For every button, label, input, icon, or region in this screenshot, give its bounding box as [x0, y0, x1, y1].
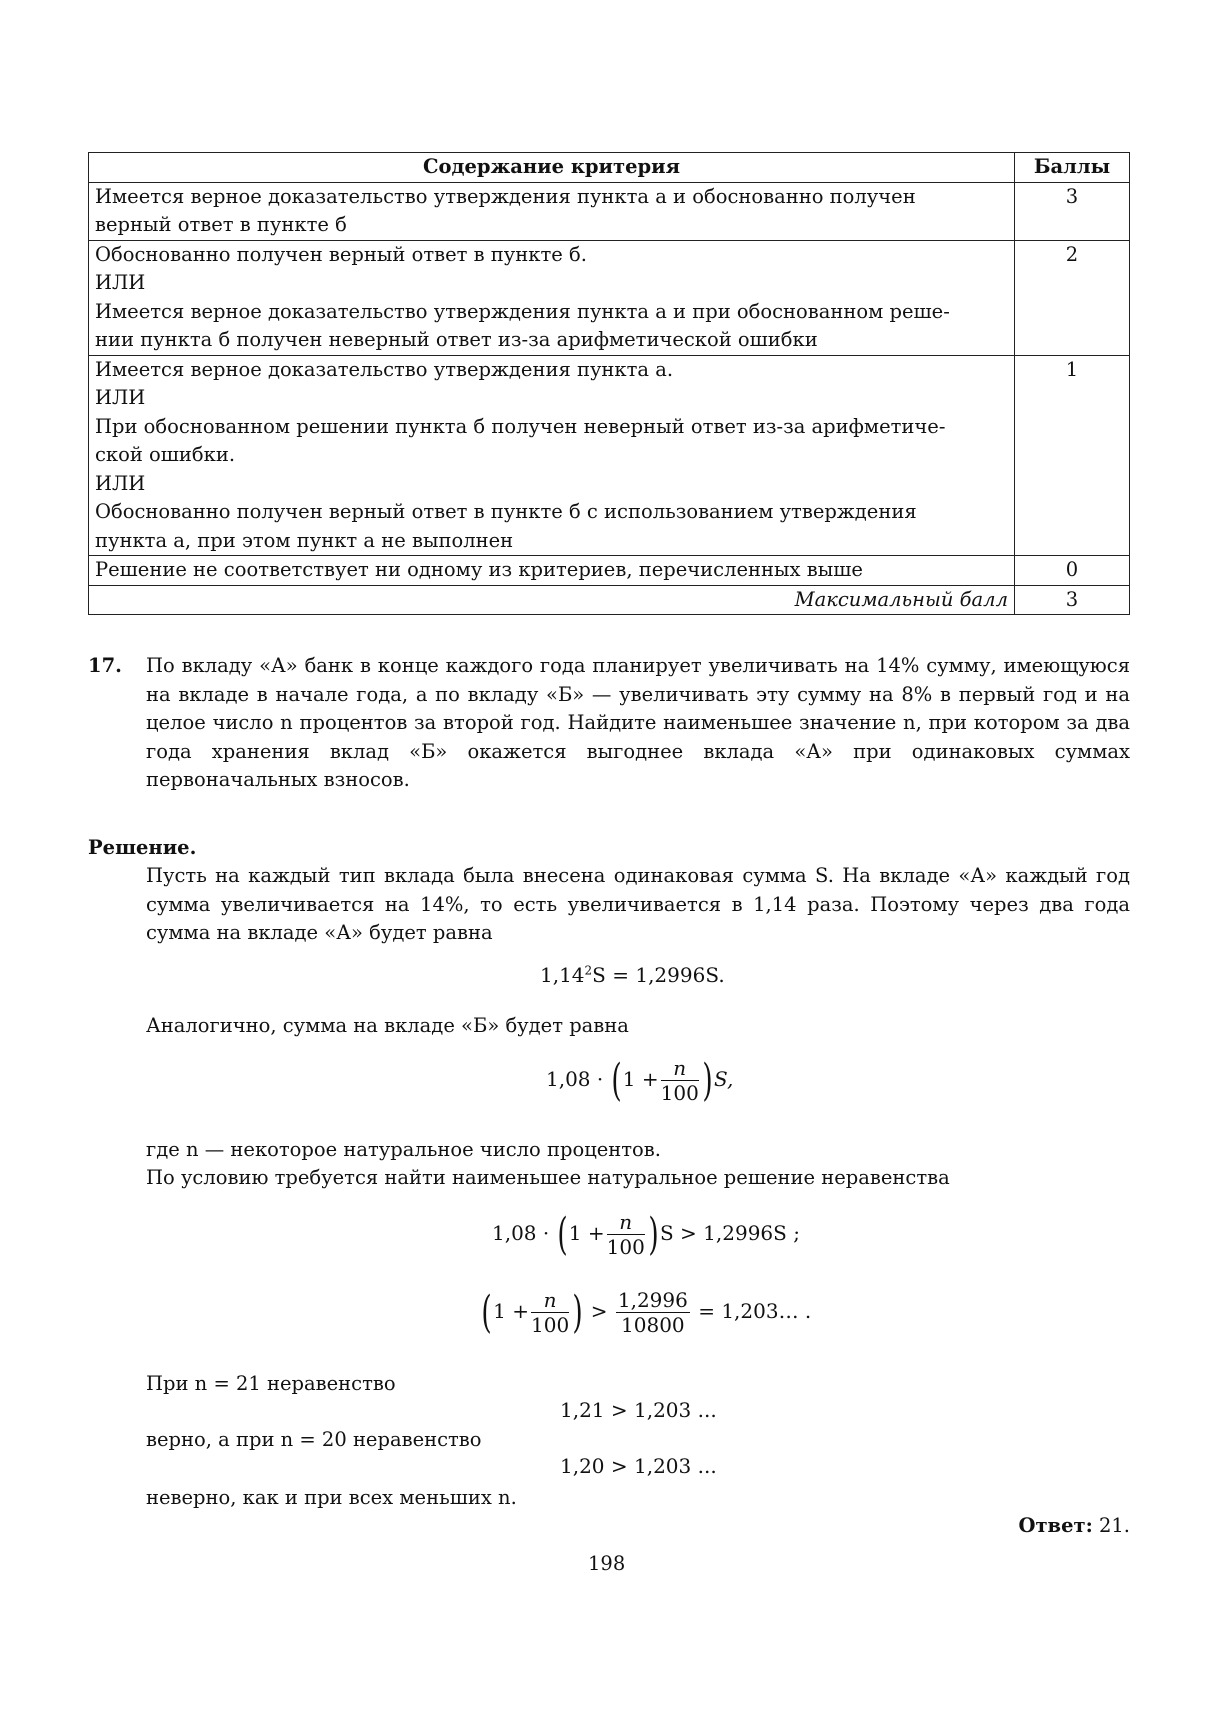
- formula-ineq-coef: 1,08 ·: [492, 1221, 550, 1245]
- left-paren: (: [611, 1054, 622, 1106]
- problem-number: 17.: [88, 654, 122, 677]
- criterion-header: Содержание критерия: [89, 153, 1015, 183]
- solution-paragraph-2: Аналогично, сумма на вкладе «Б» будет равна: [146, 1014, 629, 1037]
- criterion-line: Обоснованно получен верный ответ в пункте б с использованием утверждения: [95, 500, 917, 523]
- solution-paragraph-1: Пусть на каждый тип вклада была внесена одинаковая сумма S. На вкладе «А» каждый год сумма увеличивается на 14%, то есть увеличивается в 1,14 раза. Поэтому через два года сумма на вкладе «А» будет равна: [146, 864, 1130, 944]
- criterion-line: Обоснованно получен верный ответ в пункте б.: [95, 242, 587, 266]
- left-paren: (: [557, 1208, 568, 1260]
- formula-check-21: 1,21 > 1,203 ...: [560, 1398, 717, 1422]
- points-cell: 0: [1015, 556, 1130, 586]
- criterion-cell: [89, 182, 1015, 240]
- right-paren: ): [702, 1054, 713, 1106]
- solution-paragraph-3: где n — некоторое натуральное число процентов.: [146, 1138, 661, 1161]
- fraction-denominator: 100: [660, 1081, 699, 1105]
- one-plus: 1 +: [622, 1067, 659, 1091]
- fraction-n-over-100: [607, 1210, 645, 1259]
- criterion-line: Имеется верное доказательство утверждения пункта а и при обоснованном реше-: [95, 299, 950, 323]
- right-paren: ): [572, 1286, 583, 1338]
- fraction-n-over-100: [661, 1056, 699, 1105]
- criterion-line: Имеется верное доказательство утверждения пункта а.: [95, 357, 674, 381]
- max-score-value: 3: [1015, 585, 1130, 615]
- criterion-line: ИЛИ: [95, 271, 146, 294]
- fraction-numerator: n: [661, 1056, 699, 1081]
- formula-ratio-tail: = 1,203… .: [698, 1299, 812, 1323]
- criterion-line: ской ошибки.: [95, 443, 236, 466]
- solution-heading: Решение.: [88, 836, 197, 859]
- formula-deposit-a: [540, 963, 725, 987]
- fraction-denominator: 100: [606, 1235, 645, 1259]
- criterion-cell: [89, 240, 1015, 355]
- formula-check-20: 1,20 > 1,203 ...: [560, 1454, 717, 1478]
- answer-value: 21.: [1098, 1514, 1130, 1537]
- fraction-numerator: n: [531, 1288, 569, 1313]
- table-row: [89, 556, 1130, 586]
- table-header-row: [89, 153, 1130, 183]
- max-score-row: [89, 585, 1130, 615]
- formula-ratio: [480, 1288, 811, 1337]
- points-cell: 2: [1015, 240, 1130, 355]
- table-row: [89, 355, 1130, 556]
- criterion-cell: [89, 355, 1015, 556]
- one-plus: 1 +: [568, 1221, 605, 1245]
- criterion-line: верный ответ в пункте б: [95, 213, 347, 236]
- criterion-line: Решение не соответствует ни одному из критериев, перечисленных выше: [95, 558, 863, 581]
- fraction-n-over-100: [531, 1288, 569, 1337]
- solution-paragraph-7: неверно, как и при всех меньших n.: [146, 1486, 517, 1509]
- solution-paragraph-5: При n = 21 неравенство: [146, 1372, 396, 1395]
- criteria-table: [88, 152, 1130, 615]
- greater-than: >: [590, 1299, 608, 1323]
- criterion-line: ИЛИ: [95, 386, 146, 409]
- page-number: 198: [588, 1552, 626, 1575]
- formula-b-coef: 1,08 ·: [546, 1067, 604, 1091]
- criterion-line: ИЛИ: [95, 471, 146, 495]
- criterion-line: пункта а, при этом пункт а не выполнен: [95, 528, 514, 552]
- fraction-denominator: 100: [531, 1313, 570, 1337]
- formula-a-exponent: 2: [584, 963, 593, 978]
- criterion-line: При обоснованном решении пункта б получен неверный ответ из-за арифметиче-: [95, 414, 946, 438]
- criterion-line: нии пункта б получен неверный ответ из-за арифметической ошибки: [95, 328, 818, 351]
- solution-paragraph-4: По условию требуется найти наименьшее натуральное решение неравенства: [146, 1166, 950, 1189]
- criterion-cell: [89, 556, 1015, 586]
- points-cell: 1: [1015, 355, 1130, 556]
- problem-block: [88, 652, 1130, 795]
- criterion-line: Имеется верное доказательство утверждения пункта а и обоснованно получен: [95, 184, 916, 208]
- solution-paragraph-6: верно, а при n = 20 неравенство: [146, 1428, 482, 1451]
- fraction-numerator: n: [607, 1210, 645, 1235]
- points-cell: 3: [1015, 182, 1130, 240]
- points-header: Баллы: [1015, 153, 1130, 183]
- formula-inequality: [492, 1210, 800, 1259]
- fraction-denominator: 10800: [621, 1313, 685, 1337]
- table-row: [89, 240, 1130, 355]
- formula-b-tail: S,: [713, 1067, 734, 1091]
- fraction-numerator: 1,2996: [617, 1288, 688, 1312]
- answer-label: Ответ:: [1018, 1514, 1093, 1537]
- problem-text: По вкладу «А» банк в конце каждого года планирует увеличивать на 14% сумму, имеющуюся на вкладе в начале года, а по вкладу «Б» — увеличивать эту сумму на 8% в первый год и на целое число n процентов за второй год. Найдите наименьшее значение n, при котором за два года хранения вклад «Б» окажется выгоднее вклада «А» при одинаковых суммах первоначальных взносов.: [146, 654, 1130, 791]
- one-plus: 1 +: [493, 1299, 530, 1323]
- formula-ineq-tail: S > 1,2996S ;: [659, 1221, 800, 1245]
- max-score-label: Максимальный балл: [89, 585, 1015, 615]
- table-row: [89, 182, 1130, 240]
- formula-deposit-b: [546, 1056, 733, 1105]
- right-paren: ): [648, 1208, 659, 1260]
- left-paren: (: [481, 1286, 492, 1338]
- answer: [1018, 1512, 1130, 1541]
- formula-a-base: 1,14: [540, 963, 585, 987]
- fraction-ratio: [616, 1288, 690, 1337]
- formula-a-rest: S = 1,2996S.: [592, 963, 725, 987]
